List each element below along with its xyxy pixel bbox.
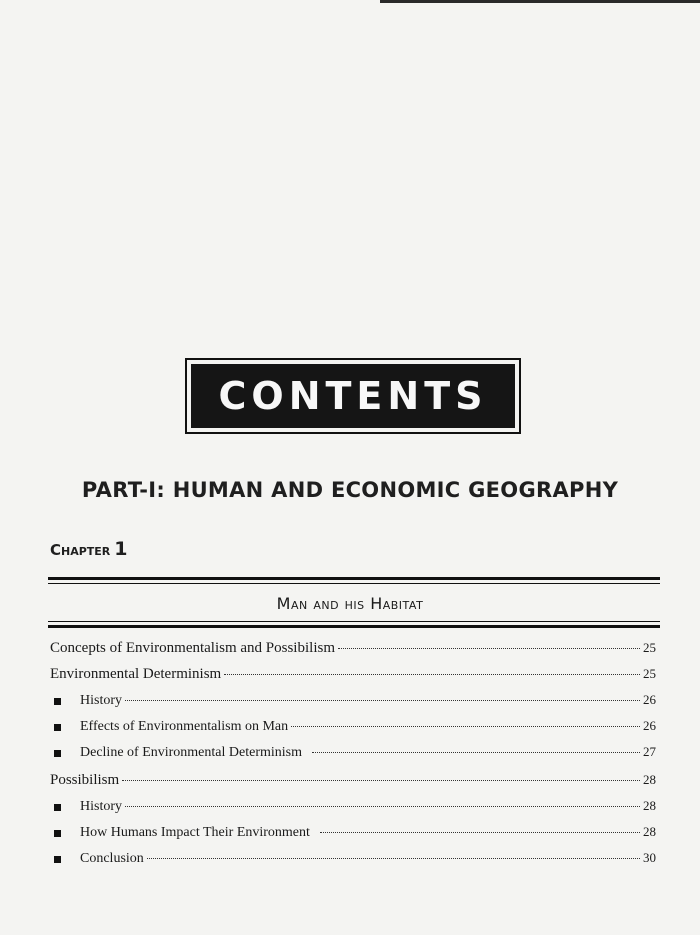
dot-leader xyxy=(125,700,640,701)
bullet-square-icon xyxy=(54,804,61,811)
bullet-square-icon xyxy=(54,750,61,757)
toc-subentry[interactable] xyxy=(80,718,656,738)
dot-leader xyxy=(147,858,640,859)
toc-entry-page: 26 xyxy=(643,692,656,707)
toc-entry-label: Decline of Environmental Determinism xyxy=(80,745,302,760)
contents-title: CONTENTS xyxy=(218,374,488,418)
bullet-square-icon xyxy=(54,830,61,837)
part-title: PART-I: HUMAN AND ECONOMIC GEOGRAPHY xyxy=(81,478,619,502)
bullet-square-icon xyxy=(54,724,61,731)
chapter-title: Man and his Habitat xyxy=(276,594,424,613)
toc-entry-label: Possibilism xyxy=(50,772,120,788)
dot-leader xyxy=(291,726,640,727)
dot-leader xyxy=(122,780,640,781)
toc-entry-page: 27 xyxy=(643,744,656,759)
dot-leader xyxy=(320,832,640,833)
toc-entry-label: How Humans Impact Their Environment xyxy=(80,825,310,840)
dot-leader xyxy=(125,806,640,807)
dot-leader xyxy=(224,674,640,675)
toc-entry-page: 25 xyxy=(643,640,656,655)
toc-entry-page: 26 xyxy=(643,718,656,733)
toc-entry[interactable] xyxy=(50,666,656,686)
chapter-label: Chapter xyxy=(50,541,111,559)
toc-subentry[interactable] xyxy=(80,850,656,870)
toc-entry-label: Conclusion xyxy=(80,851,144,866)
toc-entry-label: Environmental Determinism xyxy=(50,666,222,682)
toc-entry-page: 28 xyxy=(643,824,656,839)
toc-subentry[interactable] xyxy=(80,744,656,764)
toc-entry-label: History xyxy=(80,693,122,708)
bullet-square-icon xyxy=(54,698,61,705)
toc-subentry[interactable] xyxy=(80,798,656,818)
chapter-number: 1 xyxy=(114,538,128,560)
toc-entry-page: 28 xyxy=(643,772,656,787)
toc-entry-page: 28 xyxy=(643,798,656,813)
dot-leader xyxy=(312,752,640,753)
toc-entry-page: 25 xyxy=(643,666,656,681)
toc-subentry[interactable] xyxy=(80,692,656,712)
toc-entry-label: Effects of Environmentalism on Man xyxy=(80,719,289,734)
toc-entry-label: History xyxy=(80,799,122,814)
bullet-square-icon xyxy=(54,856,61,863)
toc-entry[interactable] xyxy=(50,772,656,792)
toc-entry-page: 30 xyxy=(643,850,656,865)
toc-entry[interactable] xyxy=(50,640,656,660)
dot-leader xyxy=(338,648,640,649)
toc-entry-label: Concepts of Environmentalism and Possibilism xyxy=(50,640,335,656)
toc-subentry[interactable] xyxy=(80,824,656,844)
